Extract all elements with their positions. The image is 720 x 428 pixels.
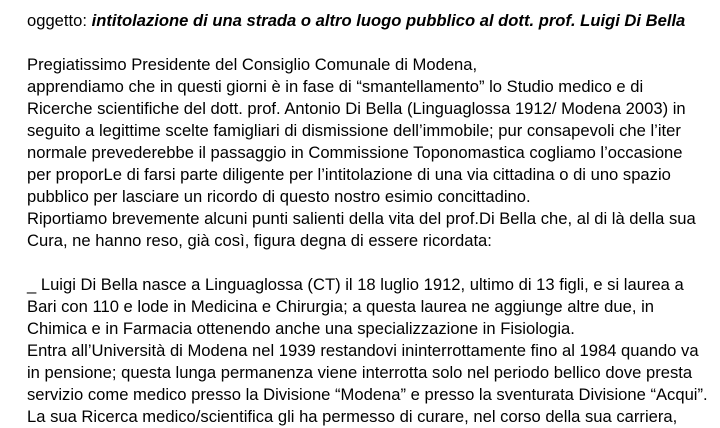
subject-label: oggetto: (27, 11, 87, 30)
paragraph-line: Ricerche scientifiche del dott. prof. Antonio Di Bella (Linguaglossa 1912/ Modena 2003) in (27, 99, 686, 118)
letter-document (27, 10, 717, 428)
paragraph-line: Entra all’Università di Modena nel 1939 restandovi ininterrottamente fino al 1984 quando va (27, 341, 699, 360)
paragraph-line: Cura, ne hanno reso, già così, figura degna di essere ricordata: (27, 231, 492, 250)
paragraph-line: Pregiatissimo Presidente del Consiglio Comunale di Modena, (27, 55, 478, 74)
blank-line (27, 252, 717, 274)
paragraph-line: servizio come medico presso la Divisione “Modena” e presso la sventurata Divisione “Acqui”. (27, 385, 708, 404)
paragraph-line: in pensione; questa lunga permanenza viene interrotta solo nel periodo bellico dove presta (27, 363, 693, 382)
paragraph-line: pubblico per lasciare un ricordo di questo nostro esimio concittadino. (27, 187, 531, 206)
paragraph-line: _ Luigi Di Bella nasce a Linguaglossa (CT) il 18 luglio 1912, ultimo di 13 figli, e si laurea a (27, 275, 684, 294)
paragraph-line: per proporLe di farsi parte diligente per l’intitolazione di una via cittadina o di uno spazio (27, 165, 671, 184)
paragraph-line: apprendiamo che in questi giorni è in fase di “smantellamento” lo Studio medico e di (27, 77, 644, 96)
paragraph-line: seguito a legittime scelte famigliari di dismissione dell’immobile; pur consapevoli che l’iter (27, 121, 681, 140)
paragraph-biography (27, 274, 717, 428)
paragraph-line: Riportiamo brevemente alcuni punti salienti della vita del prof.Di Bella che, al di là della sua (27, 209, 696, 228)
subject-value: intitolazione di una strada o altro luogo pubblico al dott. prof. Luigi Di Bella (91, 11, 686, 30)
paragraph-line: La sua Ricerca medico/scientifica gli ha permesso di curare, nel corso della sua carriera, (27, 407, 678, 426)
paragraph-intro (27, 54, 717, 252)
paragraph-line: Bari con 110 e lode in Medicina e Chirurgia; a questa laurea ne aggiunge altre due, in (27, 297, 654, 316)
paragraph-line: normale prevederebbe il passaggio in Commissione Toponomastica cogliamo l’occasione (27, 143, 683, 162)
paragraph-line: Chimica e in Farmacia ottenendo anche una specializzazione in Fisiologia. (27, 319, 575, 338)
blank-line (27, 32, 717, 54)
subject-line (27, 10, 717, 32)
